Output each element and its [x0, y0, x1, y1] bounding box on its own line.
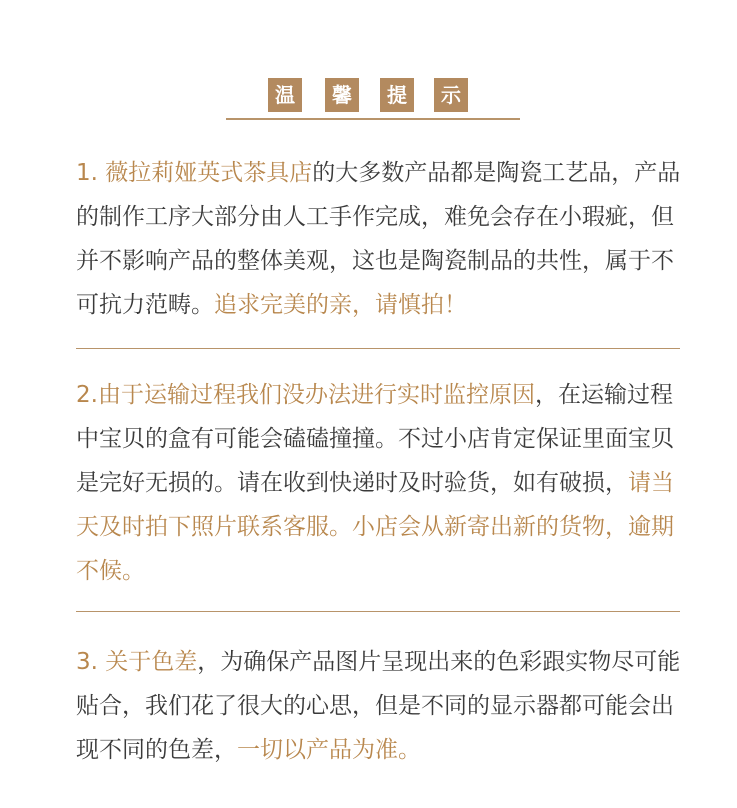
section-1-body: 的大多数产品都是陶瓷工艺品，产品的制作工序大部分由人工手作完成，难免会存在小瑕疵，但并不影响产品的整体美观，这也是陶瓷制品的共性，属于不可抗力范畴。: [76, 160, 681, 318]
section-3-emphasis: 一切以产品为准。: [237, 737, 421, 763]
title-char: 提: [380, 78, 414, 112]
section-3-body: ，为确保产品图片呈现出来的色彩跟实物尽可能贴合，我们花了很大的心思，但是不同的显示器都可能会出现不同的色差，: [76, 649, 681, 763]
section-3-lead: 3. 关于色差: [76, 649, 198, 675]
section-divider: [76, 611, 680, 612]
title-char: 馨: [325, 78, 359, 112]
section-divider: [76, 348, 680, 349]
section-2-lead: 2.由于运输过程我们没办法进行实时监控原因: [76, 382, 535, 408]
notice-section-1: [76, 151, 686, 327]
title-char: 温: [268, 78, 302, 112]
notice-section-2: [76, 373, 686, 593]
title-banner: [226, 72, 520, 120]
section-1-lead: 1. 薇拉莉娅英式茶具店: [76, 160, 313, 186]
section-2-body: ，在运输过程中宝贝的盒有可能会磕磕撞撞。不过小店肯定保证里面宝贝是完好无损的。请在收到快递时及时验货，如有破损，: [76, 382, 674, 496]
section-2-emphasis: 请当天及时拍下照片联系客服。小店会从新寄出新的货物，逾期不候。: [76, 470, 674, 584]
title-char: 示: [434, 78, 468, 112]
notice-section-3: [76, 640, 686, 772]
section-1-emphasis: 追求完美的亲，请慎拍！: [214, 292, 467, 318]
